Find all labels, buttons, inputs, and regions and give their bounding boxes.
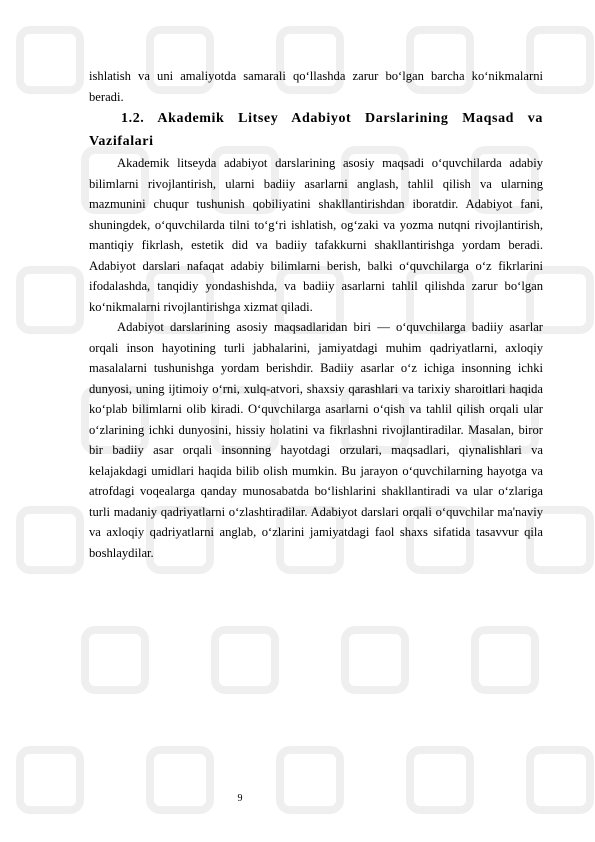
body-paragraph-1: Akademik litseyda adabiyot darslarining asosiy maqsadi o‘quvchilarda adabiy bilimlarni rivojlantirish, ularni badiiy asarlarni anglash, tahlil qilish va ularning mazmunini chuqur tushunish qobiliyatini shakllantirishdan iboratdir. Adabiyot fani, shuningdek, o‘quvchilarda tilni to‘g‘ri ishlatish, og‘zaki va yozma nutqni rivojlantirish, mantiqiy fikrlash, estetik did va badiiy tafakkurni shakllantirishga yordam beradi. Adabiyot darslari nafaqat adabiy bilimlarni berish, balki o‘quvchilarga o‘z fikrlarini ifodalashda, tanqidiy yondashishda, va badiiy asarlarni tahlil qilishda zarur bo‘lgan ko‘nikmalarni rivojlantirishga xizmat qiladi. [89,156,543,314]
body-paragraph-2: Adabiyot darslarining asosiy maqsadlaridan biri — o‘quvchilarga badiiy asarlar orqali inson hayotining turli jabhalarini, jamiyatdagi muhim qadriyatlarni, axloqiy masalalarni tushunishga yordam berishdir. Badiiy asarlar o‘z ichiga insonning ichki dunyosi, uning ijtimoiy o‘rni, xulq-atvori, shaxsiy qarashlari va tarixiy sharoitlari haqida ko‘plab bilimlarni olib kiradi. O‘quvchilarga asarlarni o‘qish va tahlil qilish orqali ular o‘zlarining ichki dunyosini, hissiy holatini va fikrlashni rivojlantiradilar. Masalan, biror bir badiiy asar orqali insonning hayotdagi orzulari, maqsadlari, qiynalishlari va kelajakdagi umidlari haqida bilib olish mumkin. Bu jarayon o‘quvchilarning hayotga va atrofdagi voqealarga qanday munosabatda bo‘lishlarini shakllantiradi va ular o‘zlariga turli madaniy qadriyatlarni o‘zlashtiradilar. Adabiyot darslari orqali o‘quvchilar ma'naviy va axloqiy qadriyatlarni anglab, o‘zlarini jamiyatdagi faol shaxs sifatida tasavvur qila boshlaydilar. [89,320,543,560]
document-body [89,66,543,563]
page-number: 9 [237,793,243,804]
section-heading: 1.2. Akademik Litsey Adabiyot Darslarining Maqsad va Vazifalari [89,111,543,149]
intro-paragraph: ishlatish va uni amaliyotda samarali qo‘llashda zarur bo‘lgan barcha ko‘nikmalarni beradi. [89,69,543,104]
